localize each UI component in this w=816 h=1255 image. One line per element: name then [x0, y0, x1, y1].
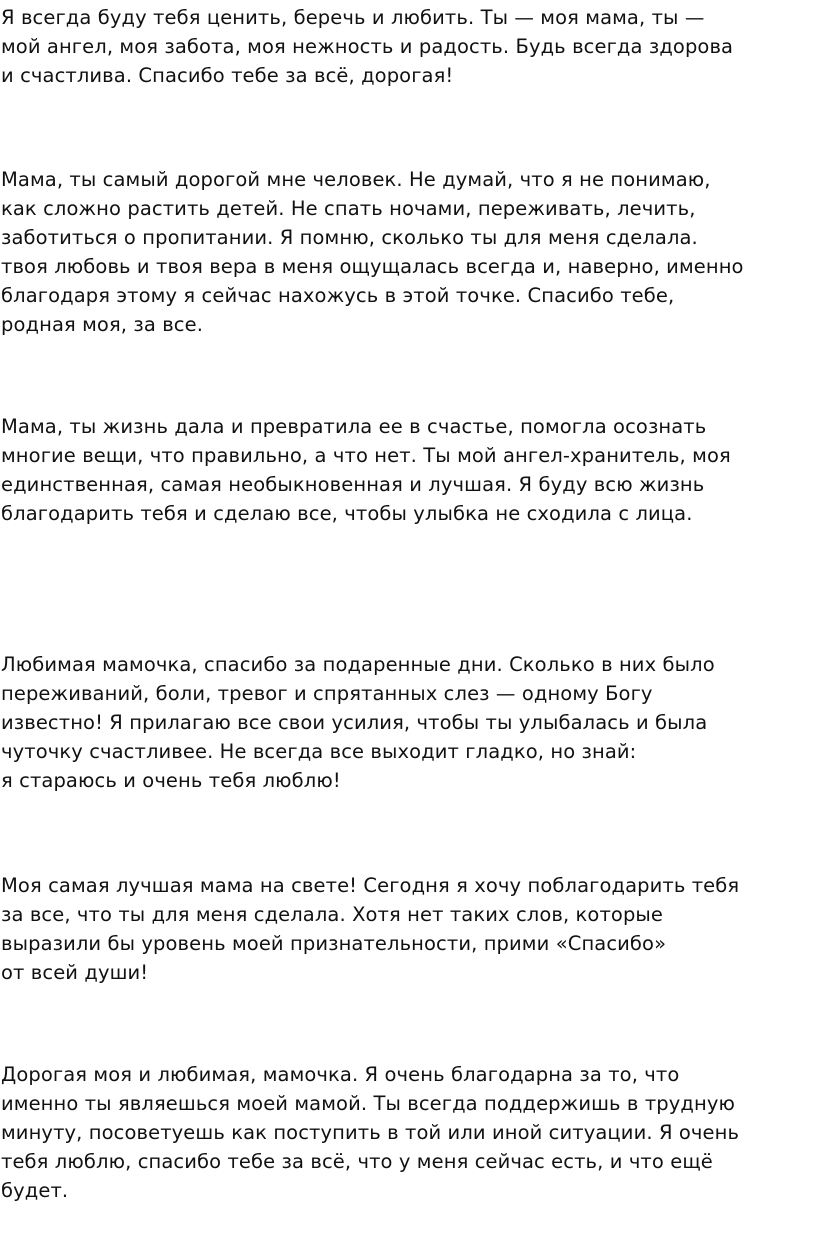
text-line: Я всегда буду тебя ценить, беречь и любить. Ты — моя мама, ты — [1, 6, 705, 29]
text-line: чуточку счастливее. Не всегда все выходит гладко, но знай: [1, 740, 637, 763]
text-line: мой ангел, моя забота, моя нежность и радость. Будь всегда здорова [1, 35, 734, 58]
text-line: будет. [1, 1179, 69, 1202]
paragraph-1 [1, 3, 733, 90]
text-line: тебя люблю, спасибо тебе за всё, что у меня сейчас есть, и что ещё [1, 1150, 713, 1173]
text-line: я стараюсь и очень тебя люблю! [1, 769, 341, 792]
text-line: именно ты являешься моей мамой. Ты всегда поддержишь в трудную [1, 1092, 735, 1115]
paragraph-2 [1, 165, 744, 339]
text-line: многие вещи, что правильно, а что нет. Ты мой ангел-хранитель, моя [1, 444, 731, 467]
text-line: выразили бы уровень моей признательности, прими «Спасибо» [1, 932, 667, 955]
text-line: Мама, ты жизнь дала и превратила ее в счастье, помогла осознать [1, 415, 707, 438]
text-line: Мама, ты самый дорогой мне человек. Не думай, что я не понимаю, [1, 168, 711, 191]
text-line: родная моя, за все. [1, 313, 204, 336]
text-line: от всей души! [1, 961, 149, 984]
paragraph-4 [1, 650, 715, 795]
text-line: минуту, посоветуешь как поступить в той или иной ситуации. Я очень [1, 1121, 740, 1144]
text-line: Любимая мамочка, спасибо за подаренные дни. Сколько в них было [1, 653, 715, 676]
text-line: единственная, самая необыкновенная и лучшая. Я буду всю жизнь [1, 473, 705, 496]
paragraph-6 [1, 1060, 739, 1205]
text-line: Дорогая моя и любимая, мамочка. Я очень благодарна за то, что [1, 1063, 680, 1086]
text-line: твоя любовь и твоя вера в меня ощущалась всегда и, наверно, именно [1, 255, 744, 278]
text-line: благодаря этому я сейчас нахожусь в этой точке. Спасибо тебе, [1, 284, 675, 307]
text-line: как сложно растить детей. Не спать ночами, переживать, лечить, [1, 197, 696, 220]
text-line: переживаний, боли, тревог и спрятанных слез — одному Богу [1, 682, 653, 705]
paragraph-3 [1, 412, 731, 528]
paragraph-5 [1, 871, 739, 987]
text-line: и счастлива. Спасибо тебе за всё, дорогая! [1, 64, 454, 87]
text-line: заботиться о пропитании. Я помню, сколько ты для меня сделала. [1, 226, 698, 249]
text-line: известно! Я прилагаю все свои усилия, чтобы ты улыбалась и была [1, 711, 708, 734]
text-line: Моя самая лучшая мама на свете! Сегодня я хочу поблагодарить тебя [1, 874, 740, 897]
text-line: благодарить тебя и сделаю все, чтобы улыбка не сходила с лица. [1, 502, 693, 525]
text-line: за все, что ты для меня сделала. Хотя нет таких слов, которые [1, 903, 664, 926]
